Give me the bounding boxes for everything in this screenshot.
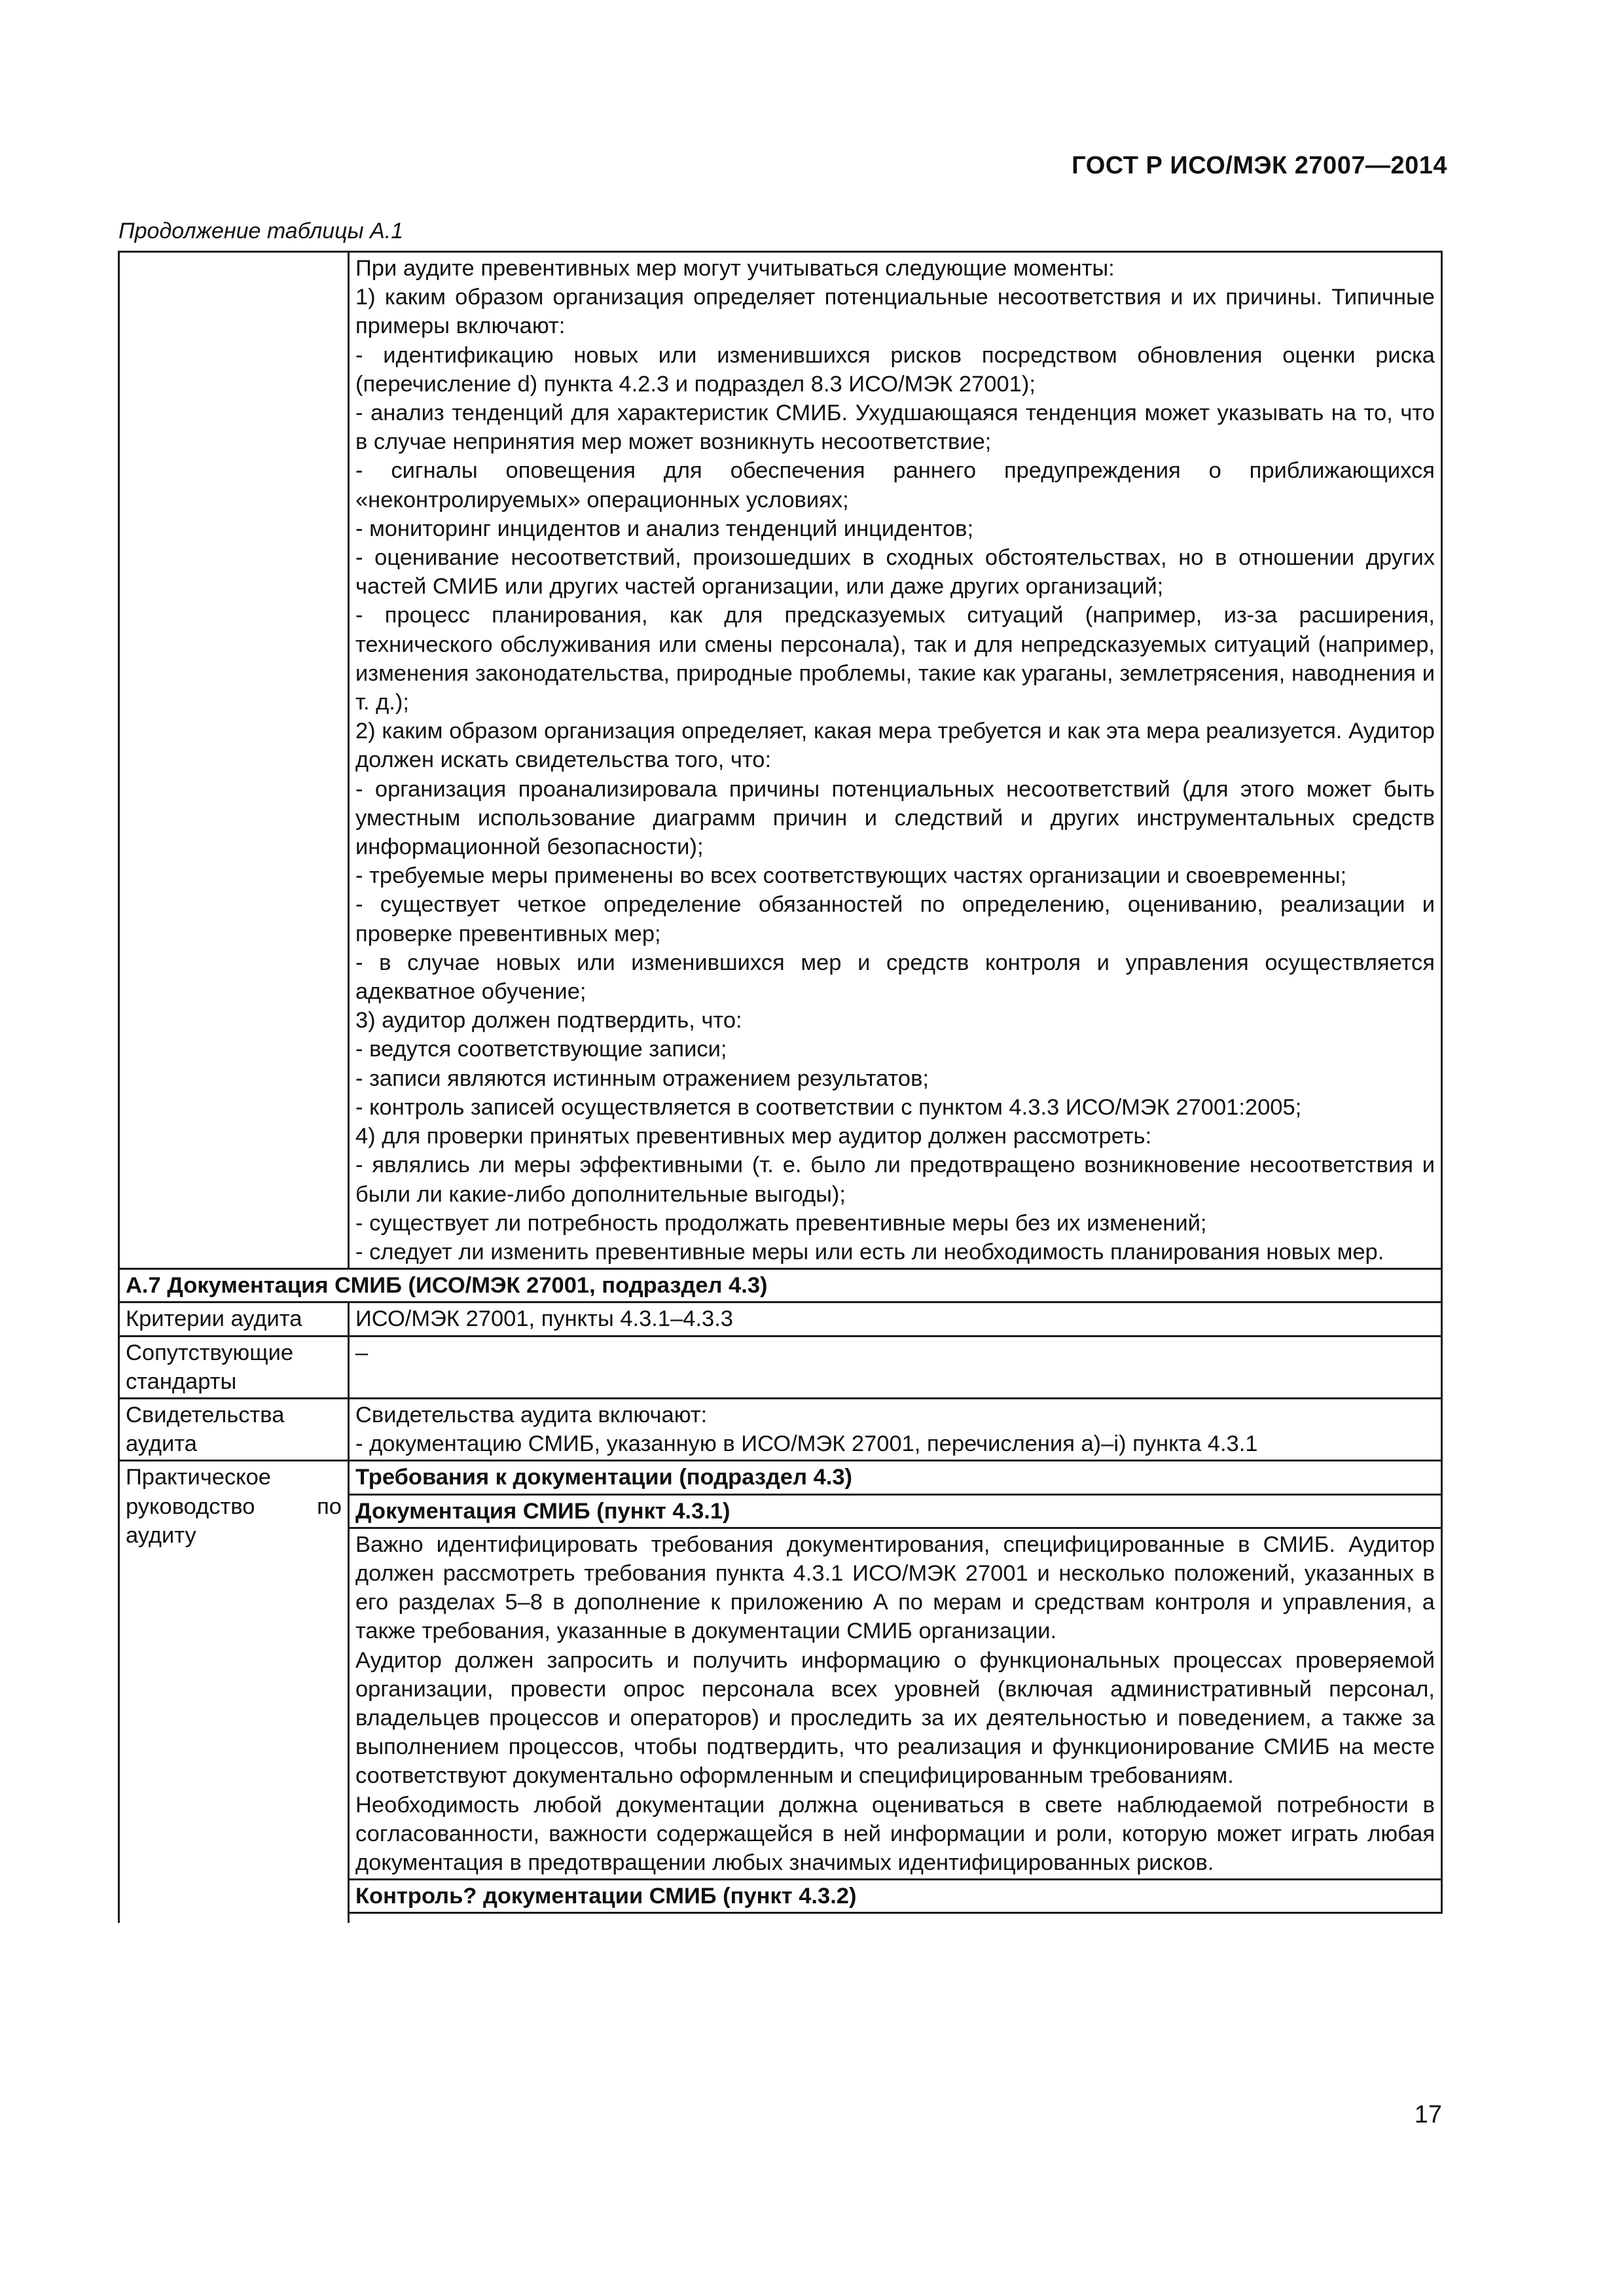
guidance-row-1 (119, 1461, 1442, 1494)
audit-criteria-row (119, 1302, 1442, 1336)
related-standards-value: – (349, 1336, 1442, 1398)
evidence-line: Свидетельства аудита включают: (355, 1402, 708, 1427)
related-standards-label: Сопутствующие стандарты (119, 1336, 349, 1398)
audit-criteria-label: Критерии аудита (119, 1302, 349, 1336)
paragraph: - ведутся соответствующие записи; (355, 1037, 727, 1062)
paragraph: - сигналы оповещения для обеспечения раннего предупреждения о приближающихся «неконтролируемых» операционных условиях; (355, 458, 1435, 512)
section-title: А.7 Документация СМИБ (ИСО/МЭК 27001, подраздел 4.3) (119, 1269, 1442, 1302)
section-title-row (119, 1269, 1442, 1302)
audit-evidence-label: Свидетельства аудита (119, 1398, 349, 1460)
paragraph: Аудитор должен запросить и получить информацию о функциональных процессах проверяемой организации, провести опрос персонала всех уровней (включая административный персонал, владельцев процессов и операторов) и проследить за их деятельностью и поведением, а также за выполнением процессов, чтобы подтвердить, что реализация и функционирование СМИБ на месте соответствуют документально оформленным и специфицированным требованиям. (355, 1647, 1435, 1789)
paragraph: 2) каким образом организация определяет, какая мера требуется и как эта мера реализуется. Аудитор должен искать свидетельства того, что: (355, 719, 1435, 773)
table-caption: Продолжение таблицы А.1 (118, 219, 404, 243)
audit-table (118, 251, 1443, 1923)
paragraph: 4) для проверки принятых превентивных мер аудитор должен рассмотреть: (355, 1124, 1152, 1149)
subheading-requirements: Требования к документации (подраздел 4.3) (349, 1461, 1442, 1494)
paragraph: - существует четкое определение обязанностей по определению, оцениванию, реализации и проверке превентивных мер; (355, 892, 1435, 946)
paragraph: - следует ли изменить превентивные меры или есть ли необходимость планирования новых мер. (355, 1239, 1384, 1265)
subheading-documentation: Документация СМИБ (пункт 4.3.1) (349, 1494, 1442, 1528)
guidance-body (349, 1528, 1442, 1879)
paragraph: Важно идентифицировать требования документирования, специфицированные в СМИБ. Аудитор должен рассмотреть требования пункта 4.3.1 ИСО/МЭК 27001 и несколько положений, указанных в его разделах 5–8 в дополнение к приложению А по мерам и средствам контроля и управления, а также требования, указанные в документации СМИБ организации. (355, 1532, 1435, 1644)
paragraph: - требуемые меры применены во всех соответствующих частях организации и своевременны; (355, 863, 1347, 889)
paragraph: - анализ тенденций для характеристик СМИБ. Ухудшающаяся тенденция может указывать на то, что в случае непринятия мер может возникнуть несоответствие; (355, 401, 1435, 455)
continuation-gap (349, 1913, 1442, 1924)
empty-cell (119, 252, 349, 1269)
paragraph: - записи являются истинным отражением результатов; (355, 1066, 929, 1091)
evidence-line: - документацию СМИБ, указанную в ИСО/МЭК 27001, перечисления а)–i) пункта 4.3.1 (355, 1431, 1258, 1457)
paragraph: - идентификацию новых или изменившихся рисков посредством обновления оценки риска (перечисление d) пункта 4.2.3 и подраздел 8.3 ИСО/МЭК 27001); (355, 342, 1435, 397)
paragraph: - оценивание несоответствий, произошедших в сходных обстоятельствах, но в отношении других частей СМИБ или других частей организации, или даже других организаций; (355, 545, 1435, 600)
paragraph: Необходимость любой документации должна оцениваться в свете наблюдаемой потребности в согласованности, важности содержащейся в ней информации и роли, которую может играть любая документация в предотвращении любых значимых идентифицированных рисков. (355, 1792, 1435, 1875)
paragraph: - являлись ли меры эффективными (т. е. было ли предотвращено возникновение несоответствия и были ли какие-либо дополнительные выгоды); (355, 1153, 1435, 1207)
paragraph: - в случае новых или изменившихся мер и средств контроля и управления осуществляется адекватное обучение; (355, 950, 1435, 1005)
subheading-control: Контроль? документации СМИБ (пункт 4.3.2) (349, 1880, 1442, 1913)
audit-evidence-cell (349, 1398, 1442, 1460)
preventive-measures-cell (349, 252, 1442, 1269)
paragraph: - организация проанализировала причины потенциальных несоответствий (для этого может быть уместным использование диаграмм причин и следствий и других инструментальных средств информационной безопасности); (355, 776, 1435, 860)
document-code: ГОСТ Р ИСО/МЭК 27007—2014 (1072, 152, 1447, 179)
prev-section-row (119, 252, 1442, 1269)
table-container (118, 251, 1443, 1923)
guidance-label: Практическое руководство по аудиту (119, 1461, 349, 1924)
paragraph: - процесс планирования, как для предсказуемых ситуаций (например, из-за расширения, технического обслуживания или смены персонала), так и для непредсказуемых ситуаций (например, изменения законодательства, природные проблемы, такие как ураганы, землетрясения, наводнения и т. д.); (355, 603, 1435, 715)
paragraph: - контроль записей осуществляется в соответствии с пунктом 4.3.3 ИСО/МЭК 27001:2005; (355, 1094, 1302, 1120)
audit-evidence-row (119, 1398, 1442, 1460)
audit-criteria-value: ИСО/МЭК 27001, пункты 4.3.1–4.3.3 (349, 1302, 1442, 1336)
related-standards-row (119, 1336, 1442, 1398)
paragraph: - существует ли потребность продолжать превентивные меры без их изменений; (355, 1210, 1207, 1236)
paragraph: При аудите превентивных мер могут учитываться следующие моменты: (355, 256, 1115, 281)
paragraph: - мониторинг инцидентов и анализ тенденций инцидентов; (355, 516, 974, 541)
paragraph: 1) каким образом организация определяет потенциальные несоответствия и их причины. Типичные примеры включают: (355, 285, 1435, 339)
page-number: 17 (1414, 2101, 1442, 2128)
paragraph: 3) аудитор должен подтвердить, что: (355, 1008, 742, 1033)
